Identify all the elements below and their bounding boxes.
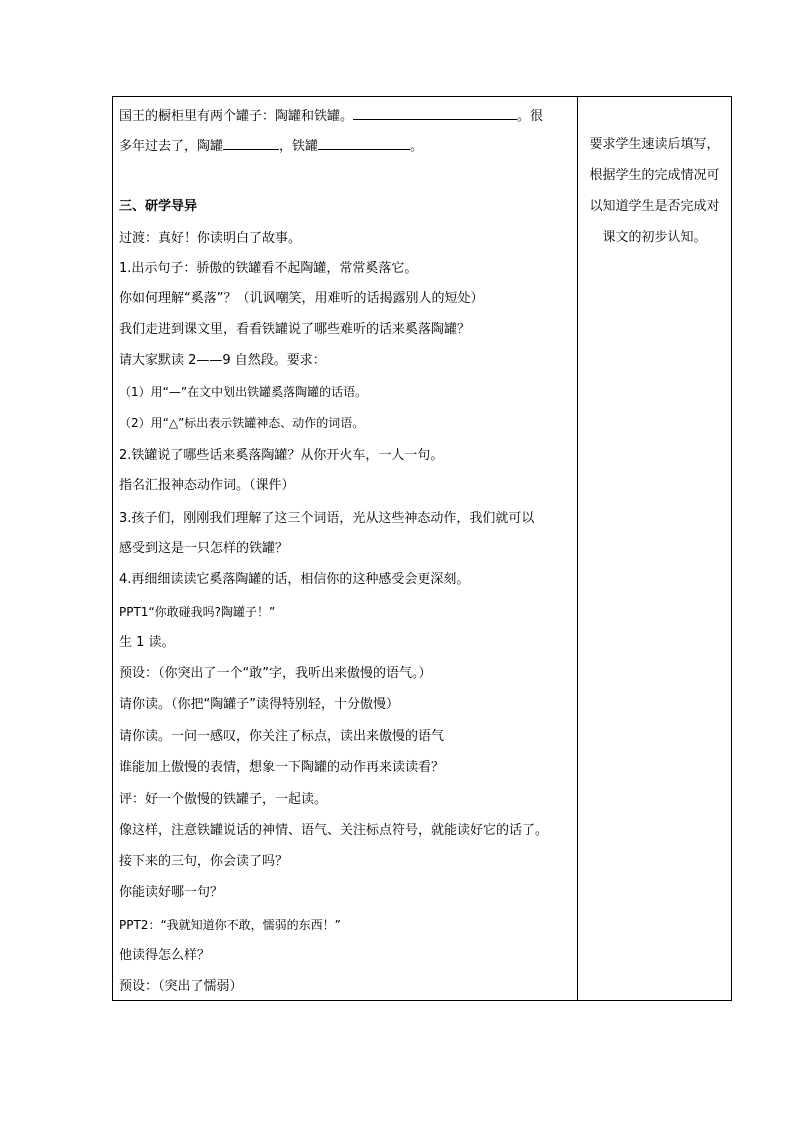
section-heading: 三、研学导异 <box>119 199 198 214</box>
text-line: 接下来的三句，你会读了吗？ <box>119 854 289 869</box>
lesson-plan-table <box>112 96 732 1001</box>
text-line: 评：好一个傲慢的铁罐子，一起读。 <box>119 792 328 807</box>
text-line: 国王的橱柜里有两个罐子：陶罐和铁罐。 。很 <box>119 109 544 124</box>
text-line: 感受到这是一只怎样的铁罐？ <box>119 541 289 556</box>
text-line: PPT1“你敢碰我吗?陶罐子！” <box>119 605 276 619</box>
text-line: 请你读。一问一感叹，你关注了标点，读出来傲慢的语气 <box>119 729 445 744</box>
text-line: （1）用“—”在文中划出铁罐奚落陶罐的话语。 <box>119 385 368 399</box>
text-line: 指名汇报神态动作词。（课件） <box>119 478 295 493</box>
text-line: （2）用“△”标出表示铁罐神态、动作的词语。 <box>119 416 365 430</box>
fill-blank <box>223 137 279 150</box>
fill-blank <box>353 107 517 120</box>
text-line: 请大家默读 2——9 自然段。要求： <box>119 353 326 368</box>
text-line: 预设：（突出了懦弱） <box>119 979 243 994</box>
text-line: 生 1 读。 <box>119 635 175 650</box>
design-intent-column <box>578 97 731 1000</box>
text-line: 2.铁罐说了哪些话来奚落陶罐？从你开火车，一人一句。 <box>119 448 444 463</box>
note-line: 要求学生速读后填写， <box>589 137 720 152</box>
text-line: 过渡：真好！你读明白了故事。 <box>119 231 302 246</box>
fill-blank <box>318 137 410 150</box>
text-line: 你能读好哪一句？ <box>119 885 224 900</box>
text-line: 你如何理解“奚落”？（讥讽嘲笑，用难听的话揭露别人的短处） <box>119 291 484 306</box>
text-line: PPT2：“我就知道你不敢，懦弱的东西！” <box>119 918 341 932</box>
note-line: 课文的初步认知。 <box>602 230 707 245</box>
text-line: 4.再细细读读它奚落陶罐的话，相信你的这种感受会更深刻。 <box>119 572 470 587</box>
text-line: 多年过去了，陶罐 ，铁罐 。 <box>119 139 424 154</box>
note-line: 根据学生的完成情况可 <box>589 168 720 183</box>
text-line: 3.孩子们，刚刚我们理解了这三个词语，光从这些神态动作，我们就可以 <box>119 511 535 526</box>
text-line: 预设：（你突出了一个“敢”字，我听出来傲慢的语气。） <box>119 666 432 681</box>
text-line: 他读得怎么样？ <box>119 948 211 963</box>
note-line: 以知道学生是否完成对 <box>589 199 720 214</box>
text-line: 像这样，注意铁罐说话的神情、语气、关注标点符号，就能读好它的话了。 <box>119 823 549 838</box>
text-line: 1.出示句子：骄傲的铁罐看不起陶罐，常常奚落它。 <box>119 261 418 276</box>
text-line: 谁能加上傲慢的表情，想象一下陶罐的动作再来读读看？ <box>119 760 445 775</box>
teaching-process-column <box>119 97 573 1000</box>
text-line: 我们走进到课文里，看看铁罐说了哪些难听的话来奚落陶罐？ <box>119 322 471 337</box>
text-line: 请你读。（你把“陶罐子”读得特别轻，十分傲慢） <box>119 697 399 712</box>
